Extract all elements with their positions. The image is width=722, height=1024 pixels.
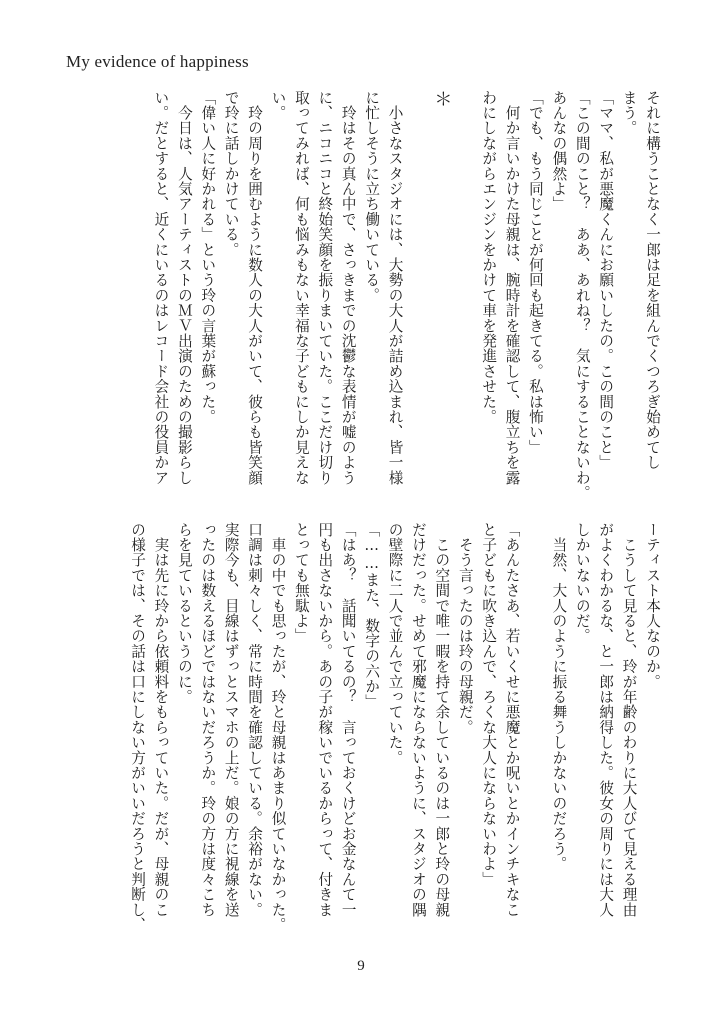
text-column: あんなの偶然よ」 [550,90,568,212]
text-column: だけだった。せめて邪魔にならないように、スタジオの隅 [409,522,427,918]
text-column: で玲に話しかけている。 [222,90,240,258]
text-column: 玲の周りを囲むように数人の大人がいて、彼らも皆笑顔 [246,90,264,486]
text-column: 「偉い人に好かれる」という玲の言葉が蘇った。 [199,90,217,425]
text-column: ったのは数えるほどではないだろうか。玲の方は度々こち [199,522,217,918]
text-column: こうして見ると、玲が年齢のわりに大人びて見える理由 [620,522,638,918]
text-column: 小さなスタジオには、大勢の大人が詰め込まれ、皆一様 [386,90,404,486]
text-column: 口調は刺々しく、常に時間を確認している。余裕がない。 [246,522,264,918]
text-column: 「ママ、私が悪魔くんにお願いしたの。この間のこと」 [597,90,615,470]
text-column: わにしながらエンジンをかけて車を発進させた。 [480,90,498,425]
text-column: 「……また、数字の六か」 [363,522,381,710]
text-column: 車の中でも思ったが、玲と母親はあまり似ていなかった。 [269,522,287,933]
text-column: しかいないのだ。 [573,522,591,644]
text-column: い。 [269,90,287,121]
text-column: 実は先に玲から依頼料をもらっていた。だが、母親のこ [152,522,170,918]
text-column: 「はあ？ 話聞いてるの？ 言っておくけどお金なんて一 [339,522,357,918]
text-column: とっても無駄よ」 [292,522,310,644]
text-column [407,90,430,500]
page-number: 9 [357,958,365,974]
text-column: まう。 [620,90,638,136]
text-column: に忙しそうに立ち働いている。 [363,90,381,303]
text-column [524,522,547,932]
running-head: My evidence of happiness [66,52,249,71]
text-column: に、ニコニコと終始笑顔を振りまいていた。ここだけ切り [316,90,334,486]
text-column: の様子では、その話は口にしない方がいいだろうと判断し、 [129,522,147,933]
text-column: 「この間のこと？ ああ、あれね？ 気にすることないわ。 [573,90,591,501]
text-column: 取ってみれば、何も悩みもない幸福な子どもにしか見えな [292,90,310,486]
text-column: 「あんたさあ、若いくせに悪魔とか呪いとかインチキなこ [503,522,521,918]
text-column: がよくわかるな、と一郎は納得した。彼女の周りには大人 [597,522,615,918]
text-column: の壁際に二人で並んで立っていた。 [386,522,404,766]
text-column: それに構うことなく一郎は足を組んでくつろぎ始めてし [644,90,661,470]
text-column: らを見ているというのに。 [175,522,193,705]
text-column: 実際今も、目線はずっとスマホの上だ。娘の方に視線を送 [222,522,240,918]
text-block-lower [74,522,664,932]
text-column: 円も出さないから。あの子が稼いでいるからって、付きま [316,522,334,918]
text-column: 何か言いかけた母親は、腕時計を確認して、腹立ちを露 [503,90,521,486]
text-column: 当然、大人のように振る舞うしかないのだろう。 [550,522,568,872]
text-column: そう言ったのは玲の母親だ。 [456,522,474,735]
text-column [453,90,476,500]
section-break-asterisk: ＊ [431,90,453,109]
text-block-upper [74,90,664,500]
text-column: ーティスト本人なのか。 [644,522,661,690]
text-column: この空間で唯一暇を持て余しているのは一郎と玲の母親 [433,522,451,918]
text-column: と子どもに吹き込んで、ろくな大人にならないわよ」 [480,522,498,887]
text-column: 玲はその真ん中で、さっきまでの沈鬱な表情が嘘のよう [339,90,357,486]
text-column: い。だとすると、近くにいるのはレコード会社の役員かア [152,90,170,486]
text-column: 「でも、もう同じことが何回も起きてる。私は怖い」 [526,90,544,455]
text-column: 今日は、人気アーティストのＭＶ出演のための撮影らし [175,90,193,486]
